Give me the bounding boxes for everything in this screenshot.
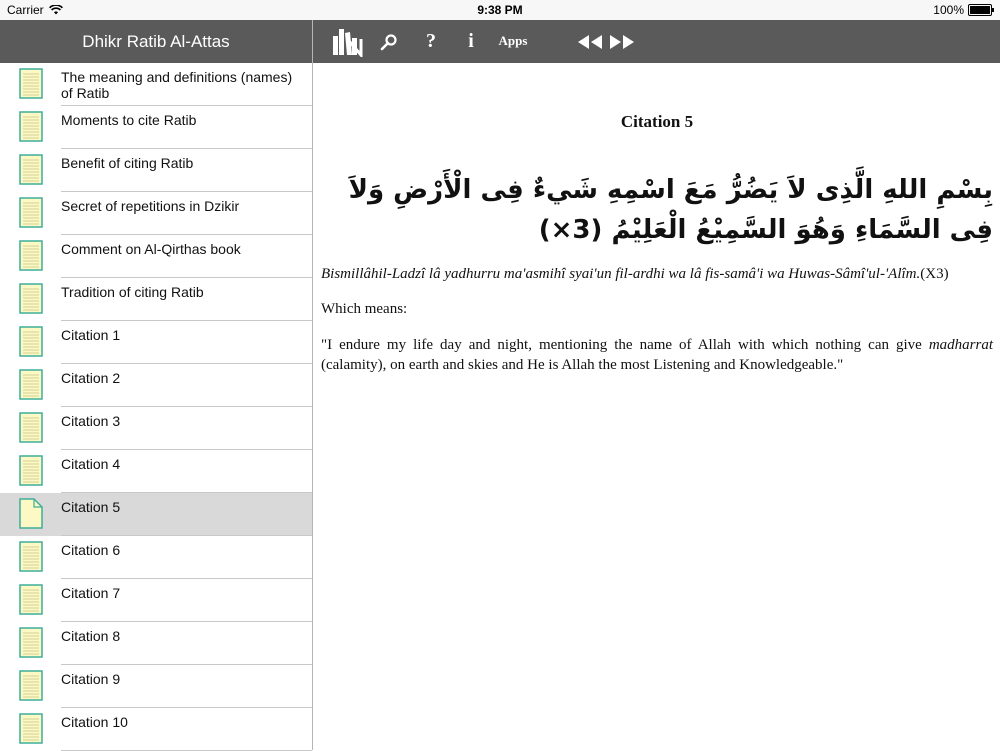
document-icon: [19, 240, 43, 271]
document-icon: [19, 111, 43, 142]
document-icon: [19, 713, 43, 744]
document-icon: [19, 627, 43, 658]
sidebar-item-label: Citation 1: [61, 327, 121, 343]
document-icon: [19, 326, 43, 357]
sidebar-item-label: Citation 5: [61, 499, 121, 515]
sidebar-item-label: Citation 8: [61, 628, 121, 644]
sidebar-item[interactable]: [0, 235, 312, 278]
sidebar-item-label: Moments to cite Ratib: [61, 112, 197, 128]
sidebar-item[interactable]: [0, 321, 312, 364]
sidebar-item-label: Citation 2: [61, 370, 121, 386]
arabic-text: بِسْمِ اللهِ الَّذِى لاَ يَضُرُّ مَعَ اسْمِهِ شَيءٌ فِى الْأَرْضِ وَلاَ فِى السَّمَاءِ وَهُوَ السَّمِيْعُ الْعَلِيْمُ (3×): [348, 175, 993, 245]
search-icon: [380, 33, 398, 51]
fast-forward-icon: [609, 34, 635, 50]
sidebar-item[interactable]: [0, 579, 312, 622]
next-button[interactable]: [607, 20, 637, 63]
quote-text-1: "I endure my life day and night, mentioning the name of Allah with which nothing can give: [321, 337, 929, 353]
sidebar-item-label: Citation 6: [61, 542, 121, 558]
previous-button[interactable]: [575, 20, 605, 63]
status-bar: [0, 0, 1000, 20]
document-icon: [19, 541, 43, 572]
document-icon: [19, 154, 43, 185]
document-icon: [19, 455, 43, 486]
translation-quote: [321, 335, 993, 375]
search-button[interactable]: [376, 20, 402, 63]
transliteration-text: Bismillâhil-Ladzî lâ yadhurru ma'asmihî syai'un fil-ardhi wa lâ fis-samâ'i wa Huwas-Sâmî'ul-'Alîm.: [321, 266, 921, 282]
apps-button[interactable]: Apps: [498, 33, 528, 48]
document-icon: [19, 68, 43, 99]
info-button[interactable]: i: [468, 30, 474, 52]
which-means-label: Which means:: [321, 301, 408, 317]
battery-icon: [968, 4, 992, 16]
sidebar-item[interactable]: [0, 665, 312, 708]
sidebar-item[interactable]: [0, 278, 312, 321]
document-icon: [19, 369, 43, 400]
sidebar-item[interactable]: [0, 450, 312, 493]
help-button[interactable]: ?: [426, 30, 436, 52]
sidebar-item-label: Comment on Al-Qirthas book: [61, 241, 241, 257]
sidebar-item[interactable]: [0, 536, 312, 579]
repetition-count: (X3): [920, 266, 949, 282]
document-icon: [19, 670, 43, 701]
sidebar-item-label: Citation 7: [61, 585, 121, 601]
sidebar-title: Dhikr Ratib Al-Attas: [0, 20, 312, 63]
rewind-icon: [577, 34, 603, 50]
document-icon: [19, 197, 43, 228]
sidebar-item-label: Benefit of citing Ratib: [61, 155, 194, 171]
sidebar-item-label: Citation 3: [61, 413, 121, 429]
quote-text-2: (calamity), on earth and skies and He is Allah the most Listening and Knowledgeable.": [321, 357, 844, 373]
sidebar-item[interactable]: [0, 407, 312, 450]
sidebar-item[interactable]: [0, 192, 312, 235]
quote-italic-term: madharrat: [928, 337, 993, 353]
article-content: [321, 63, 993, 375]
sidebar-item[interactable]: [0, 708, 312, 751]
document-icon: [19, 584, 43, 615]
sidebar-item[interactable]: [0, 364, 312, 407]
sidebar-item[interactable]: [0, 622, 312, 665]
document-icon: [19, 283, 43, 314]
sidebar-item-label: Citation 4: [61, 456, 121, 472]
battery-percent: 100%: [933, 3, 964, 17]
split-divider: [312, 20, 313, 750]
article-title: Citation 5: [620, 112, 694, 131]
transliteration: [321, 266, 993, 283]
status-time: 9:38 PM: [477, 3, 523, 17]
sidebar: [0, 20, 312, 750]
sidebar-item[interactable]: [0, 106, 312, 149]
sidebar-item-label: Citation 9: [61, 671, 121, 687]
sidebar-item-label: The meaning and definitions (names) of Ratib: [61, 69, 293, 101]
document-icon: [19, 412, 43, 443]
toolbar: [313, 20, 1000, 63]
document-icon: [19, 498, 43, 529]
carrier-label: Carrier: [7, 3, 44, 17]
sidebar-item[interactable]: [0, 63, 312, 106]
sidebar-item-label: Tradition of citing Ratib: [61, 284, 204, 300]
sidebar-item[interactable]: [0, 149, 312, 192]
chapter-list: [0, 63, 312, 751]
sidebar-item-label: Citation 10: [61, 714, 128, 730]
sidebar-item-label: Secret of repetitions in Dzikir: [61, 198, 240, 214]
book-stack-logo-icon[interactable]: [330, 20, 366, 63]
sidebar-item[interactable]: [0, 493, 312, 536]
